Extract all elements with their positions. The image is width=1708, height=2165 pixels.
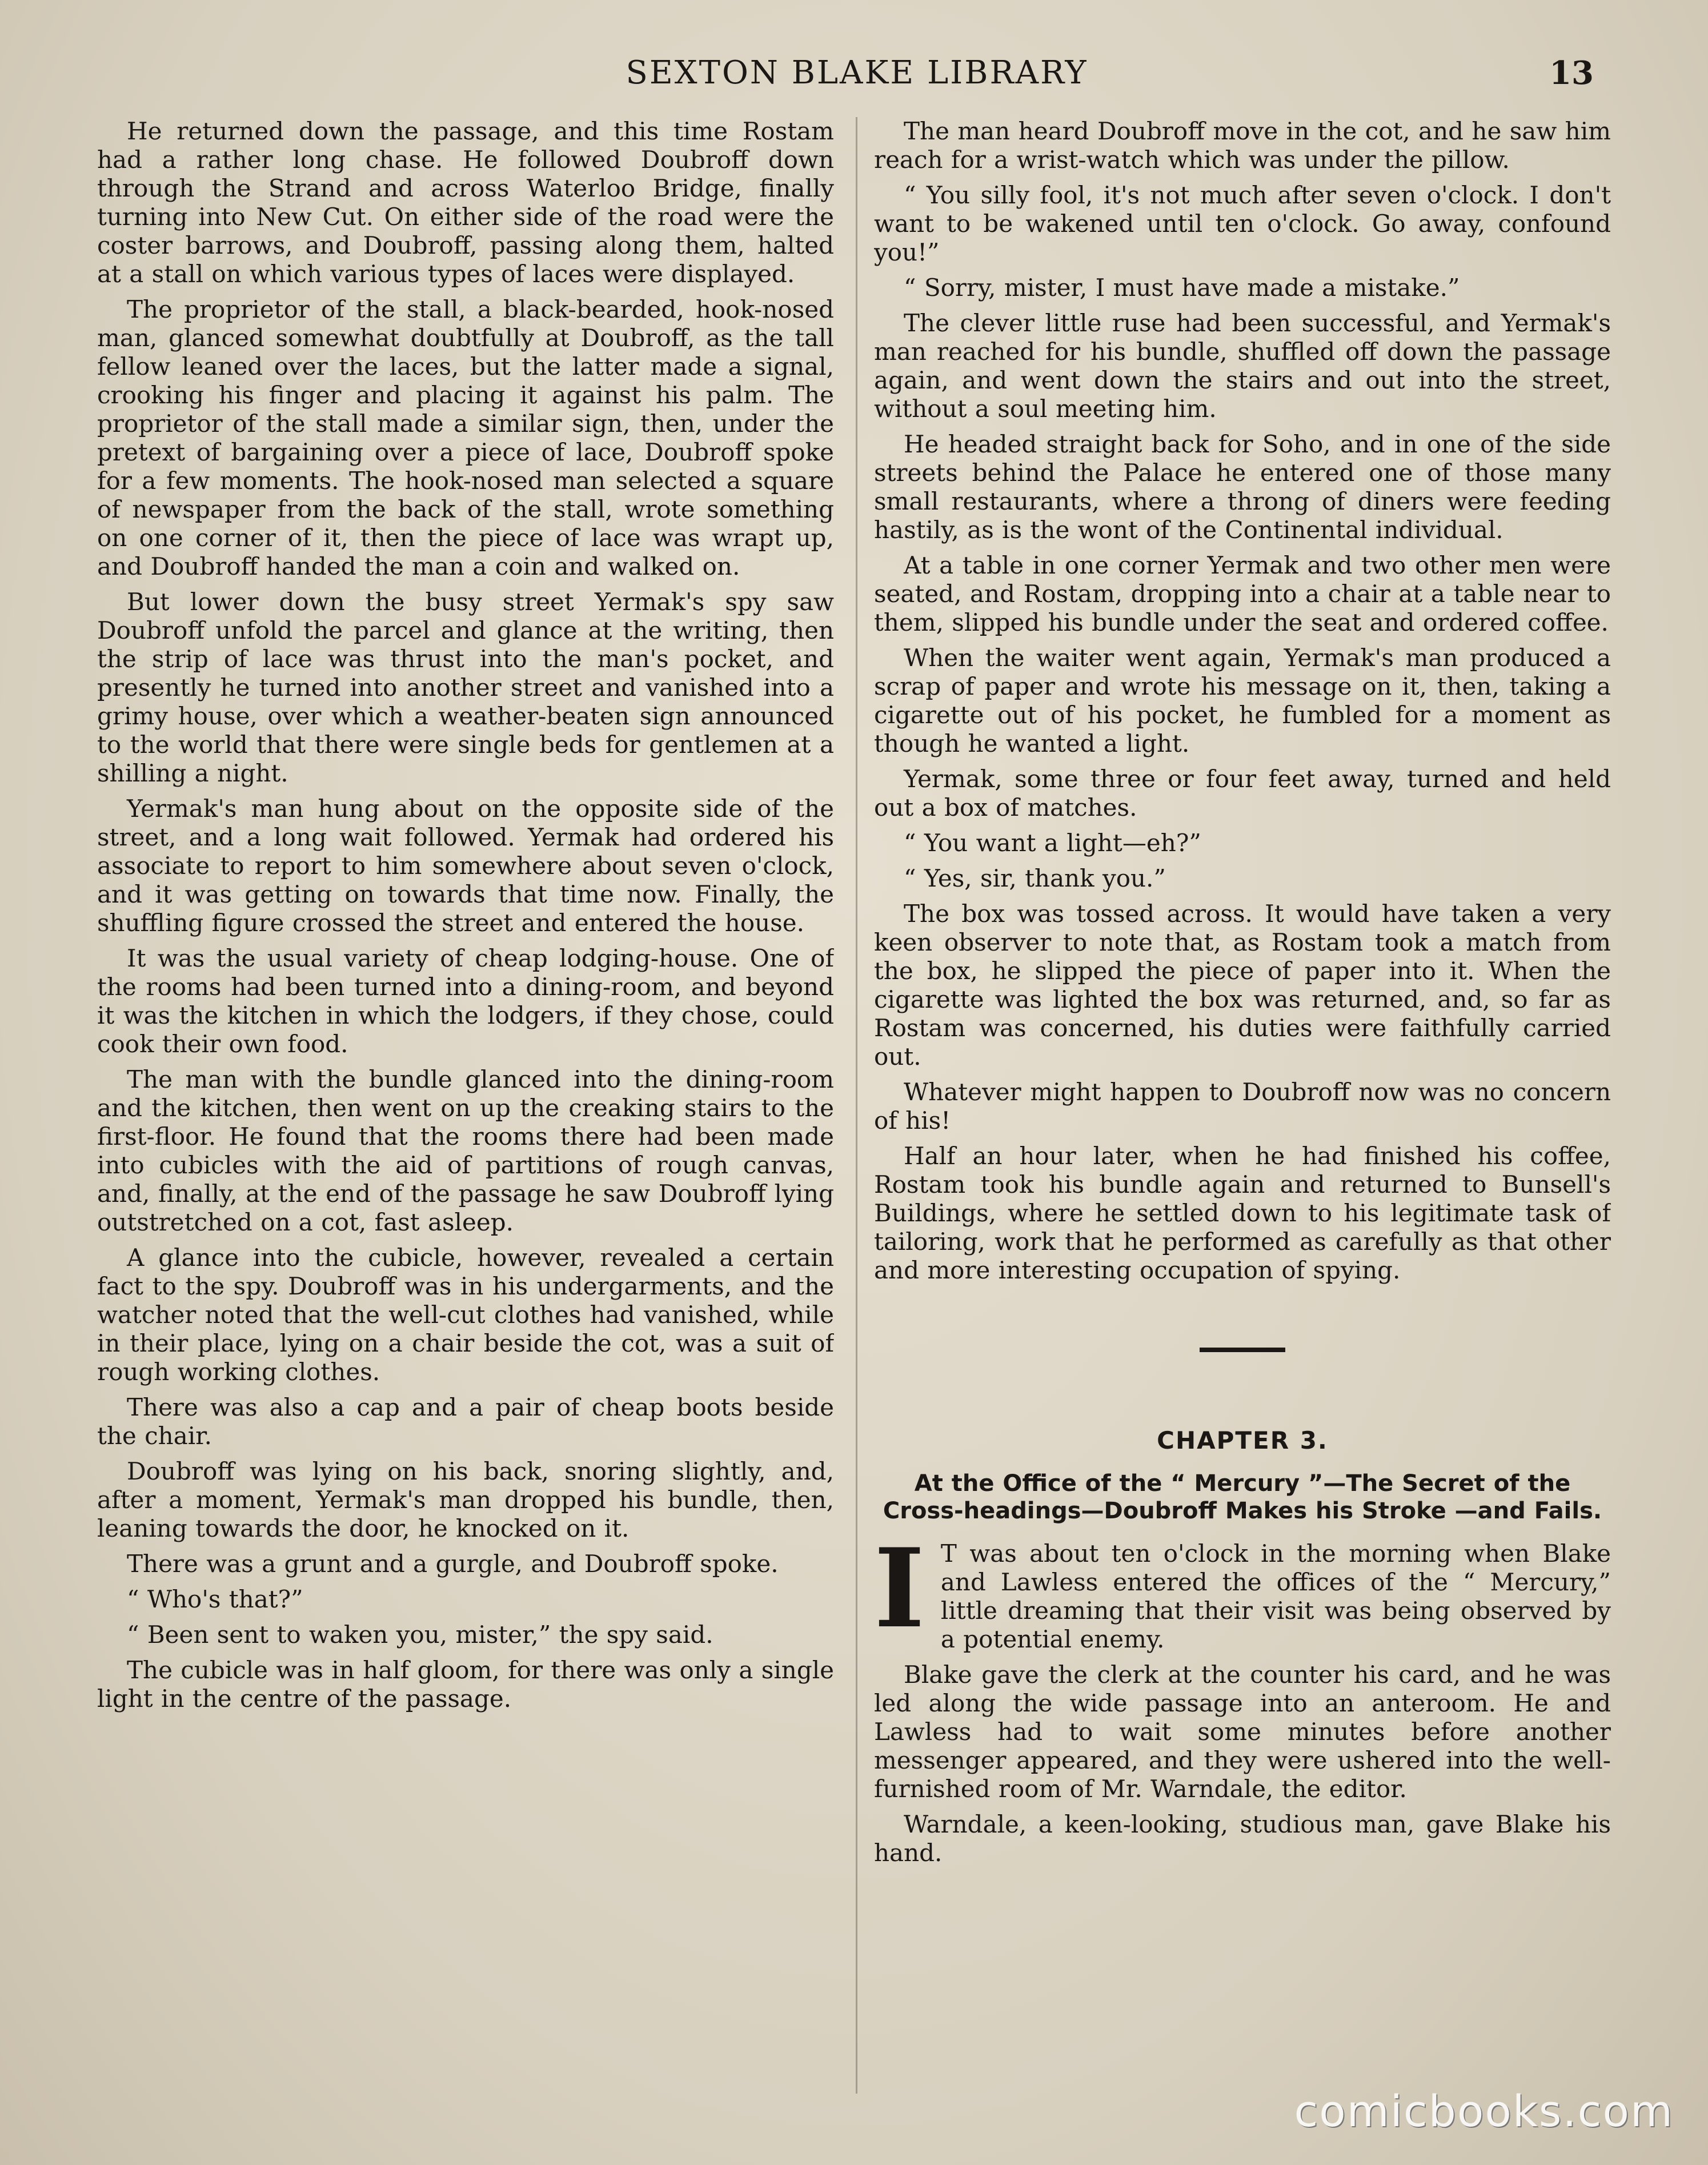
paragraph: The man with the bundle glanced into the dining-room and the kitchen, then went on up the creaking stairs to the first-floor. He found that the rooms there had been made into cubicles with the aid of partitions of rough canvas, and, finally, at the end of the passage he saw Doubroff lying outstretched on a cot, fast asleep.: [97, 1065, 834, 1236]
page-header: [103, 54, 1611, 100]
paragraph: He headed straight back for Soho, and in one of the side streets behind the Palace he entered one of those many small restaurants, where a throng of diners were feeding hastily, as is the wont of the Continental individual.: [874, 430, 1611, 544]
first-paragraph-text: T was about ten o'clock in the morning when Blake and Lawless entered the offices of the “ Mercury,” little dreaming that their visit was being observed by a potential enemy.: [940, 1539, 1611, 1653]
paragraph: There was also a cap and a pair of cheap boots beside the chair.: [97, 1393, 834, 1450]
column-divider: [856, 117, 857, 2094]
paragraph: The cubicle was in half gloom, for there was only a single light in the centre of the passage.: [97, 1656, 834, 1713]
page-number: 13: [1549, 54, 1594, 92]
paragraph: The proprietor of the stall, a black-bearded, hook-nosed man, glanced somewhat doubtfully at Doubroff, as the tall fellow leaned over the laces, but the latter made a signal, crooking his finger and placing it against his palm. The proprietor of the stall made a similar sign, then, under the pretext of bargaining over a piece of lace, Doubroff spoke for a few moments. The hook-nosed man selected a square of newspaper from the back of the stall, wrote something on one corner of it, then the piece of lace was wrapt up, and Doubroff handed the man a coin and walked on.: [97, 295, 834, 580]
paragraph: Doubroff was lying on his back, snoring slightly, and, after a moment, Yermak's man dropped his bundle, then, leaning towards the door, he knocked on it.: [97, 1457, 834, 1542]
paragraph: Yermak's man hung about on the opposite side of the street, and a long wait followed. Yermak had ordered his associate to report to him somewhere about seven o'clock, and it was getting on towards that time now. Finally, the shuffling figure crossed the street and entered the house.: [97, 795, 834, 937]
paragraph: The clever little ruse had been successful, and Yermak's man reached for his bundle, shuffled off down the passage again, and went down the stairs and out into the street, without a soul meeting him.: [874, 309, 1611, 423]
paragraph: “ You silly fool, it's not much after seven o'clock. I don't want to be wakened until ten o'clock. Go away, confound you!”: [874, 181, 1611, 266]
paragraph: Whatever might happen to Doubroff now was no concern of his!: [874, 1078, 1611, 1134]
paragraph: When the waiter went again, Yermak's man produced a scrap of paper and wrote his message on it, then, taking a cigarette out of his pocket, he fumbled for a moment as though he wanted a light.: [874, 644, 1611, 757]
paragraph: “ You want a light—eh?”: [904, 829, 1201, 857]
paragraph: “ Sorry, mister, I must have made a mistake.”: [904, 274, 1460, 302]
paragraph: “ Been sent to waken you, mister,” the spy said.: [127, 1621, 713, 1649]
paragraph: Half an hour later, when he had finished his coffee, Rostam took his bundle again and returned to Bunsell's Buildings, where he settled down to his legitimate task of tailoring, work that he performed as carefully as that other and more interesting occupation of spying.: [874, 1142, 1611, 1284]
section-rule: [1200, 1348, 1285, 1352]
paragraph: “ Yes, sir, thank you.”: [904, 864, 1166, 892]
paragraph: A glance into the cubicle, however, revealed a certain fact to the spy. Doubroff was in his undergarments, and the watcher noted that the well-cut clothes had vanished, while in their place, lying on a chair beside the cot, was a suit of rough working clothes.: [97, 1244, 834, 1386]
paragraph: At a table in one corner Yermak and two other men were seated, and Rostam, dropping into a chair at a table near to them, slipped his bundle under the seat and ordered coffee.: [874, 551, 1611, 636]
paragraph: Blake gave the clerk at the counter his card, and he was led along the wide passage into an anteroom. He and Lawless had to wait some minutes before another messenger appeared, and they were ushered into the well-furnished room of Mr. Warndale, the editor.: [874, 1661, 1611, 1803]
paragraph: “ Who's that?”: [127, 1585, 303, 1613]
paragraph: Warndale, a keen-looking, studious man, gave Blake his hand.: [874, 1810, 1611, 1867]
drop-cap: I: [874, 1525, 925, 1652]
paragraph: He returned down the passage, and this time Rostam had a rather long chase. He followed Doubroff down through the Strand and across Waterloo Bridge, finally turning into New Cut. On either side of the road were the coster barrows, and Doubroff, passing along them, halted at a stall on which various types of laces were displayed.: [97, 117, 834, 288]
paragraph: But lower down the busy street Yermak's spy saw Doubroff unfold the parcel and glance at the writing, then the strip of lace was thrust into the man's pocket, and presently he turned into another street and vanished into a grimy house, over which a weather-beaten sign announced to the world that there were single beds for gentlemen at a shilling a night.: [97, 588, 834, 787]
paragraph: The box was tossed across. It would have taken a very keen observer to note that, as Rostam took a match from the box, he slipped the piece of paper into it. When the cigarette was lighted the box was returned, and, so far as Rostam was concerned, his duties were faithfully carried out.: [874, 900, 1611, 1071]
paragraph: The man heard Doubroff move in the cot, and he saw him reach for a wrist-watch which was under the pillow.: [874, 117, 1611, 174]
paragraph: It was the usual variety of cheap lodging-house. One of the rooms had been turned into a dining-room, and beyond it was the kitchen in which the lodgers, if they chose, could cook their own food.: [97, 944, 834, 1058]
chapter-number: CHAPTER 3.: [1157, 1426, 1328, 1454]
chapter-first-paragraph: [874, 1525, 1611, 1654]
paragraph: Yermak, some three or four feet away, turned and held out a box of matches.: [874, 765, 1611, 821]
paragraph: There was a grunt and a gurgle, and Doubroff spoke.: [127, 1550, 779, 1578]
chapter-heading: At the Office of the “ Mercury ”—The Secret of the Cross-headings—Doubroff Makes his Stroke —and Fails.: [883, 1470, 1602, 1524]
left-column: [97, 117, 834, 2094]
right-column: [874, 117, 1611, 2094]
watermark-logo: comicbooks.com: [1294, 2086, 1674, 2136]
running-title: SEXTON BLAKE LIBRARY: [626, 54, 1088, 91]
